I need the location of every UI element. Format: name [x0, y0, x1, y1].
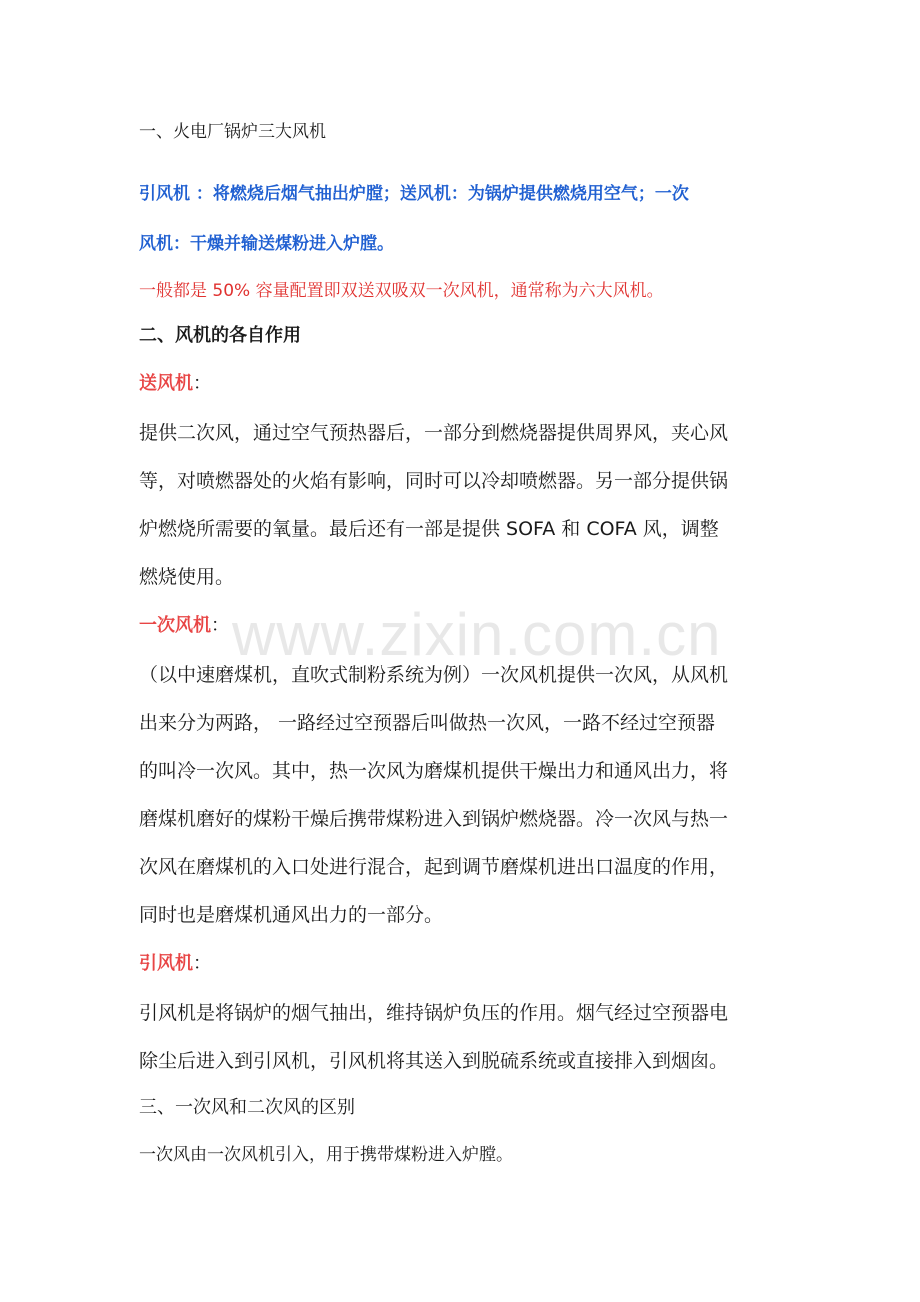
fd-fan-paragraph [139, 409, 799, 601]
document-body [139, 122, 799, 1179]
pa-fan-line-2: 出来分为两路， 一路经过空预器后叫做热一次风，一路不经过空预器 [139, 712, 716, 734]
section1-blue-line-2: 风机：干燥并输送煤粉进入炉膛。 [139, 234, 394, 254]
pa-fan-line-5: 次风在磨煤机的入口处进行混合，起到调节磨煤机进出口温度的作用， [139, 856, 729, 878]
fd-fan-line-2: 等，对喷燃器处的火焰有影响，同时可以冷却喷燃器。另一部分提供锅 [139, 470, 729, 492]
pa-fan-line-3: 的叫冷一次风。其中，热一次风为磨煤机提供干燥出力和通风出力，将 [139, 760, 729, 782]
section2-title: 二、风机的各自作用 [139, 325, 301, 346]
pa-fan-colon: ： [211, 615, 229, 636]
pa-fan-heading [139, 601, 799, 651]
fd-fan-heading [139, 359, 799, 409]
pa-fan-line-1: （以中速磨煤机，直吹式制粉系统为例）一次风机提供一次风，从风机 [139, 664, 729, 686]
fd-fan-line-3: 炉燃烧所需要的氧量。最后还有一部是提供 SOFA 和 COFA 风，调整 [139, 518, 719, 540]
id-fan-colon: ： [193, 953, 211, 974]
fd-fan-line-4: 燃烧使用。 [139, 566, 235, 588]
section3-title: 三、一次风和二次风的区别 [139, 1097, 355, 1118]
section3-line-1: 一次风由一次风机引入，用于携带煤粉进入炉膛。 [139, 1145, 513, 1165]
fd-fan-colon: ： [193, 373, 211, 394]
section1-blue-line-1: 引风机 ：将燃烧后烟气抽出炉膛；送风机：为锅炉提供燃烧用空气；一次 [139, 184, 689, 204]
pa-fan-paragraph [139, 651, 799, 939]
fd-fan-line-1: 提供二次风，通过空气预热器后，一部分到燃烧器提供周界风，夹心风 [139, 422, 729, 444]
section1-title: 一、火电厂锅炉三大风机 [139, 122, 326, 142]
pa-fan-line-4: 磨煤机磨好的煤粉干燥后携带煤粉进入到锅炉燃烧器。冷一次风与热一 [139, 808, 729, 830]
fd-fan-label: 送风机 [139, 373, 193, 394]
id-fan-line-2: 除尘后进入到引风机，引风机将其送入到脱硫系统或直接排入到烟囱。 [139, 1050, 729, 1072]
watermark: www.zixin.com.cn [232, 601, 722, 668]
pa-fan-label: 一次风机 [139, 615, 211, 636]
id-fan-heading [139, 939, 799, 989]
pa-fan-line-6: 同时也是磨煤机通风出力的一部分。 [139, 904, 444, 926]
id-fan-label: 引风机 [139, 953, 193, 974]
section1-red-line: 一般都是 50% 容量配置即双送双吸双一次风机，通常称为六大风机。 [139, 281, 664, 301]
id-fan-line-1: 引风机是将锅炉的烟气抽出，维持锅炉负压的作用。烟气经过空预器电 [139, 1002, 729, 1024]
id-fan-paragraph [139, 989, 799, 1085]
